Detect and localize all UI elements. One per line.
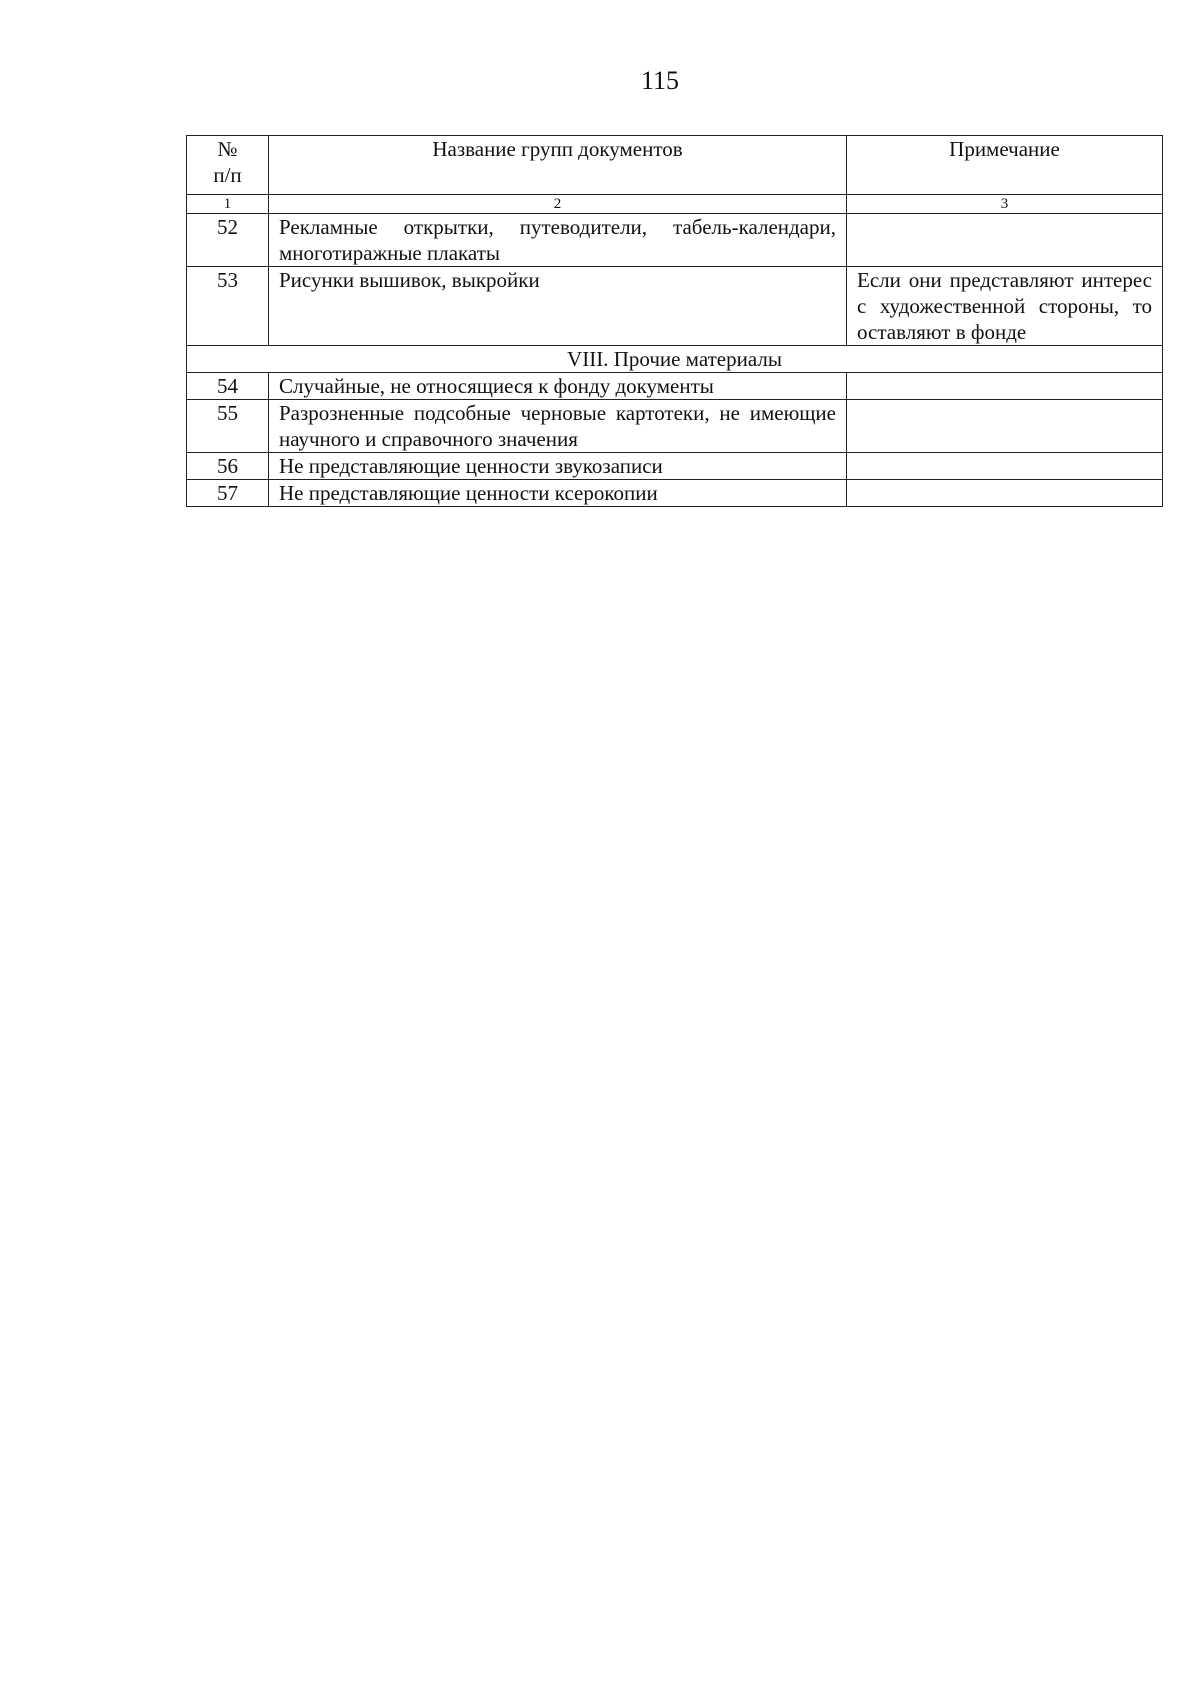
row-number: 53 [187,267,269,346]
row-note [847,214,1163,267]
row-number: 52 [187,214,269,267]
column-number: 3 [847,195,1163,214]
row-document-group: Не представляющие ценности звукозаписи [269,453,847,480]
header-note: Примечание [847,136,1163,195]
column-number: 2 [269,195,847,214]
table-row [187,373,1163,400]
table-row [187,480,1163,507]
row-note [847,400,1163,453]
row-note [847,453,1163,480]
table-row [187,214,1163,267]
table-header-row [187,136,1163,195]
section-title: VIII. Прочие материалы [187,346,1163,373]
table-row [187,267,1163,346]
row-document-group: Не представляющие ценности ксерокопии [269,480,847,507]
row-number: 57 [187,480,269,507]
header-number [187,136,269,195]
header-number-symbol: № [217,137,238,161]
header-document-groups: Название групп документов [269,136,847,195]
row-document-group: Рекламные открытки, путеводители, табель-календари, многотиражные плакаты [269,214,847,267]
row-note: Если они представляют интерес с художественной стороны, то оставляют в фонде [847,267,1163,346]
row-number: 55 [187,400,269,453]
row-number: 56 [187,453,269,480]
table-row [187,453,1163,480]
row-document-group: Разрозненные подсобные черновые картотеки, не имеющие научного и справочного значения [269,400,847,453]
column-numbers-row [187,195,1163,214]
column-number: 1 [187,195,269,214]
row-note [847,373,1163,400]
page-number: 115 [640,66,680,95]
row-document-group: Рисунки вышивок, выкройки [269,267,847,346]
documents-table [186,135,1163,507]
row-document-group: Случайные, не относящиеся к фонду документы [269,373,847,400]
table-row [187,400,1163,453]
section-heading-row [187,346,1163,373]
row-note [847,480,1163,507]
header-number-abbrev: п/п [213,163,242,187]
row-number: 54 [187,373,269,400]
